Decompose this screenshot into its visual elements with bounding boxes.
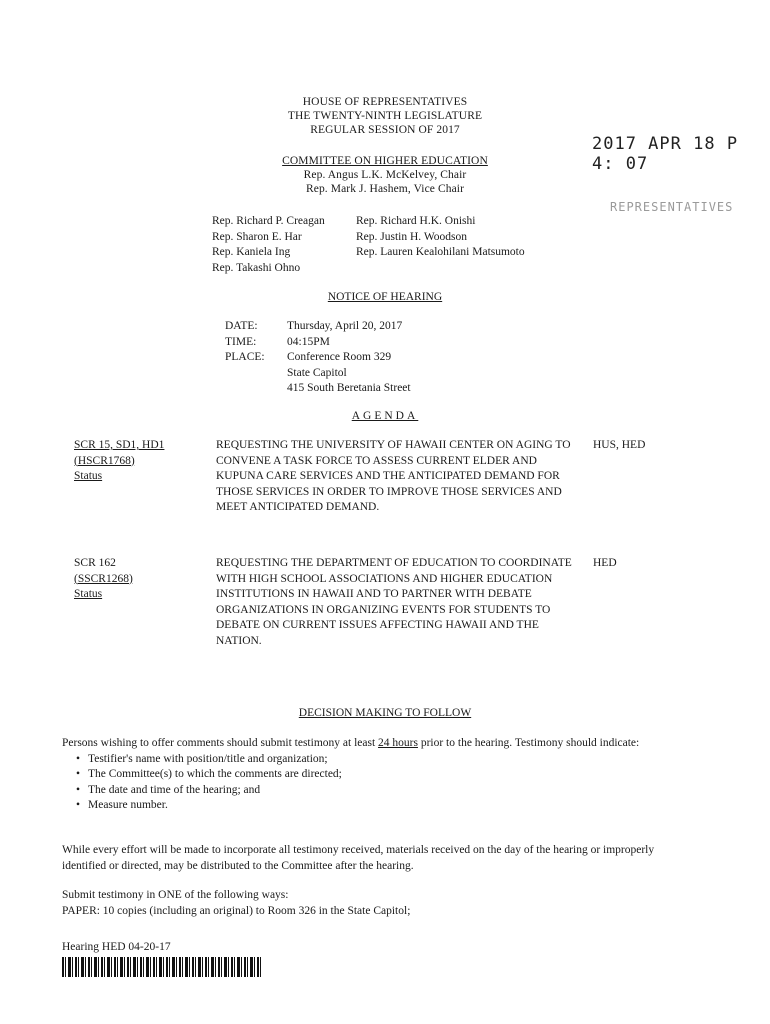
testimony-hours: 24 hours (378, 737, 418, 749)
received-stamp-datetime: 2017 APR 18 P 4: 07 (592, 134, 739, 174)
member: Rep. Richard P. Creagan (212, 215, 325, 227)
header-legislature: THE TWENTY-NINTH LEGISLATURE (287, 110, 483, 122)
members-right-column (356, 214, 525, 261)
committee-chair: Rep. Angus L.K. McKelvey, Chair (303, 169, 467, 181)
testimony-intro-text-end: prior to the hearing. Testimony should indicate: (417, 737, 640, 749)
testimony-requirements-list (72, 752, 662, 814)
list-item: • Measure number. (88, 798, 662, 814)
header-house: HOUSE OF REPRESENTATIVES (302, 96, 468, 108)
submit-block (62, 888, 662, 919)
submit-intro: Submit testimony in ONE of the following ways: (62, 889, 289, 901)
measure-id: SCR 162 (74, 557, 116, 569)
status-link[interactable]: Status (74, 588, 103, 600)
member: Rep. Lauren Kealohilani Matsumoto (356, 246, 525, 258)
date-label: DATE: (225, 320, 258, 332)
header-session: REGULAR SESSION OF 2017 (310, 124, 460, 136)
agenda-title: AGENDA (351, 410, 419, 422)
members-left-column (212, 214, 325, 276)
testimony-intro (62, 736, 662, 752)
testimony-intro-text: Persons wishing to offer comments should submit testimony at least (62, 737, 379, 749)
notice-title: NOTICE OF HEARING (327, 291, 443, 303)
hearing-place-row-3 (225, 381, 411, 397)
member: Rep. Kaniela Ing (212, 246, 291, 258)
hearing-place-room: Conference Room 329 (287, 351, 392, 363)
footer-hearing-id: Hearing HED 04-20-17 (62, 941, 171, 953)
hearing-time: 04:15PM (287, 335, 330, 348)
member: Rep. Sharon E. Har (212, 230, 302, 243)
hearing-place-row (225, 350, 411, 366)
member: Rep. Justin H. Woodson (356, 230, 467, 243)
hearing-place-row-2 (225, 366, 411, 382)
committee-vice-chair: Rep. Mark J. Hashem, Vice Chair (305, 183, 465, 195)
agenda-item-1-ids (74, 438, 164, 485)
hearing-date-row (225, 319, 411, 335)
measure-link[interactable]: SCR 15, SD1, HD1 (74, 439, 165, 451)
decision-making-title: DECISION MAKING TO FOLLOW (298, 707, 472, 719)
committee-report-link[interactable]: (SSCR1268) (74, 572, 133, 585)
hearing-time-row (225, 335, 411, 351)
list-item: • The date and time of the hearing; and (88, 783, 662, 799)
agenda-item-1-committees: HUS, HED (593, 439, 646, 451)
agenda-item-2-description: REQUESTING THE DEPARTMENT OF EDUCATION TO COORDINATE WITH HIGH SCHOOL ASSOCIATIONS AND HIGHER EDUCATION INSTITUTIONS IN HAWAII AND TO PARTNER WITH DEBATE ORGANIZATIONS IN ORGANIZING EVENTS FOR STUDENTS TO DEBATE ON CURRENT ISSUES AFFECTING HAWAII AND THE NATION. (216, 557, 572, 647)
list-item: • The Committee(s) to which the comments are directed; (88, 767, 662, 783)
place-label: PLACE: (225, 351, 265, 363)
list-item: • Testifier's name with position/title and organization; (88, 752, 662, 768)
effort-paragraph: While every effort will be made to incorporate all testimony received, materials received on the day of the hearing or improperly identified or directed, may be distributed to the Committee after the hearing. (62, 844, 655, 872)
agenda-item-1-description: REQUESTING THE UNIVERSITY OF HAWAII CENTER ON AGING TO CONVENE A TASK FORCE TO ASSESS CURRENT ELDER AND KUPUNA CARE SERVICES AND THE ANTICIPATED DEMAND FOR THOSE SERVICES IN ORDER TO IMPROVE THOSE SERVICES AND MEET ANTICIPATED DEMAND. (216, 439, 571, 513)
hearing-place-address: 415 South Beretania Street (287, 382, 411, 394)
document-header (0, 95, 770, 137)
hearing-details (225, 319, 411, 397)
agenda-item-2-ids (74, 556, 133, 603)
testimony-instructions (62, 736, 662, 814)
committee-report-link[interactable]: (HSCR1768) (74, 454, 135, 467)
hearing-place-building: State Capitol (287, 366, 347, 379)
status-link[interactable]: Status (74, 470, 103, 482)
hearing-date: Thursday, April 20, 2017 (287, 320, 403, 332)
agenda-item-2-committees: HED (593, 557, 617, 569)
member: Rep. Takashi Ohno (212, 261, 301, 274)
received-stamp-label: REPRESENTATIVES (610, 200, 734, 214)
member: Rep. Richard H.K. Onishi (356, 215, 476, 227)
barcode-icon (62, 957, 262, 977)
paper-submission: PAPER: 10 copies (including an original) to Room 326 in the State Capitol; (62, 904, 411, 917)
committee-name: COMMITTEE ON HIGHER EDUCATION (282, 155, 488, 167)
time-label: TIME: (225, 335, 257, 348)
